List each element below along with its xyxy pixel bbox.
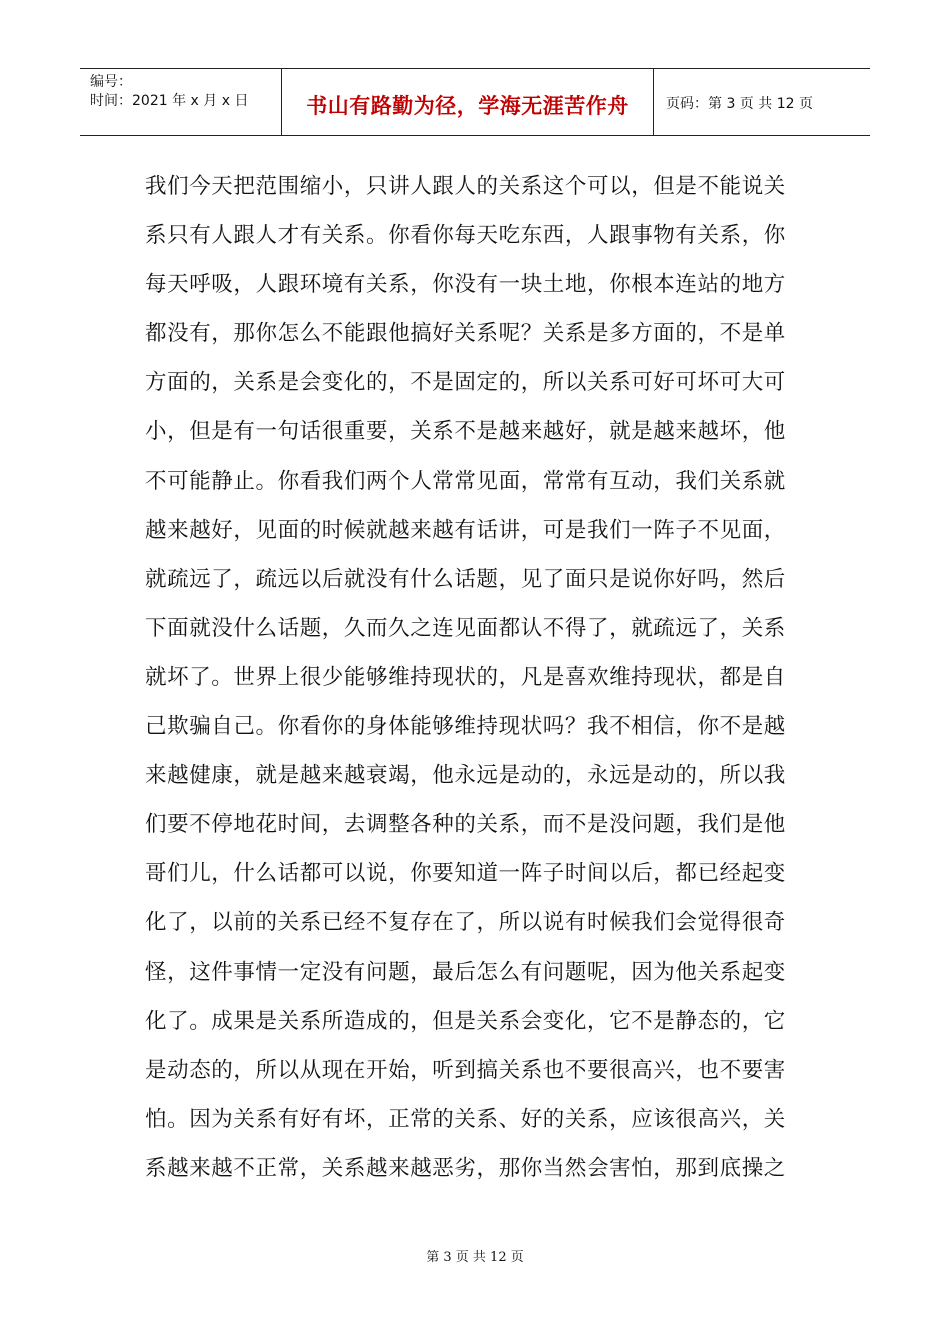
text-line: 下面就没什么话题，久而久之连见面都认不得了，就疏远了，关系 — [145, 615, 786, 641]
text-line: 是动态的，所以从现在开始，听到搞关系也不要很高兴，也不要害 — [145, 1057, 786, 1083]
text-line: 我们今天把范围缩小，只讲人跟人的关系这个可以，但是不能说关 — [145, 174, 786, 199]
page-info: 页码：第 3 页 共 12 页 — [666, 96, 813, 112]
text-line: 方面的，关系是会变化的，不是固定的，所以关系可好可坏可大可 — [145, 370, 786, 396]
body-text — [145, 162, 810, 1193]
time-label: 时间：2021 年 x 月 x 日 — [90, 93, 249, 109]
text-line: 哥们儿，什么话都可以说，你要知道一阵子时间以后，都已经起变 — [145, 861, 786, 887]
text-line: 不可能静止。你看我们两个人常常见面，常常有互动，我们关系就 — [145, 468, 786, 494]
header-table — [80, 68, 870, 136]
footer-page-number: 第 3 页 共 12 页 — [426, 1250, 524, 1265]
number-label: 编号： — [90, 74, 132, 90]
text-line: 小，但是有一句话很重要，关系不是越来越好，就是越来越坏，他 — [145, 419, 786, 445]
text-line: 都没有，那你怎么不能跟他搞好关系呢？关系是多方面的，不是单 — [145, 321, 786, 347]
header-motto-cell — [282, 69, 654, 135]
text-line: 们要不停地花时间，去调整各种的关系，而不是没问题，我们是他 — [145, 812, 786, 838]
text-line: 来越健康，就是越来越衰竭，他永远是动的，永远是动的，所以我 — [145, 763, 786, 789]
text-line: 系只有人跟人才有关系。你看你每天吃东西，人跟事物有关系，你 — [145, 223, 786, 249]
page-footer — [0, 1246, 950, 1265]
motto-text: 书山有路勤为径，学海无涯苦作舟 — [306, 94, 629, 118]
header-page-cell — [654, 69, 870, 135]
text-line: 己欺骗自己。你看你的身体能够维持现状吗？我不相信，你不是越 — [145, 714, 786, 740]
header-meta-cell — [80, 69, 282, 135]
text-line: 就坏了。世界上很少能够维持现状的，凡是喜欢维持现状，都是自 — [145, 664, 786, 690]
text-line: 系越来越不正常，关系越来越恶劣，那你当然会害怕，那到底操之 — [145, 1155, 786, 1181]
text-line: 越来越好，见面的时候就越来越有话讲，可是我们一阵子不见面， — [145, 517, 786, 543]
text-line: 每天呼吸，人跟环境有关系，你没有一块土地，你根本连站的地方 — [145, 272, 786, 298]
text-line: 怕。因为关系有好有坏，正常的关系、好的关系，应该很高兴，关 — [145, 1106, 786, 1132]
text-line: 化了。成果是关系所造成的，但是关系会变化，它不是静态的，它 — [145, 1008, 786, 1034]
text-line: 化了，以前的关系已经不复存在了，所以说有时候我们会觉得很奇 — [145, 910, 786, 936]
text-line: 就疏远了，疏远以后就没有什么话题，见了面只是说你好吗，然后 — [145, 566, 786, 592]
text-line: 怪，这件事情一定没有问题，最后怎么有问题呢，因为他关系起变 — [145, 959, 786, 985]
